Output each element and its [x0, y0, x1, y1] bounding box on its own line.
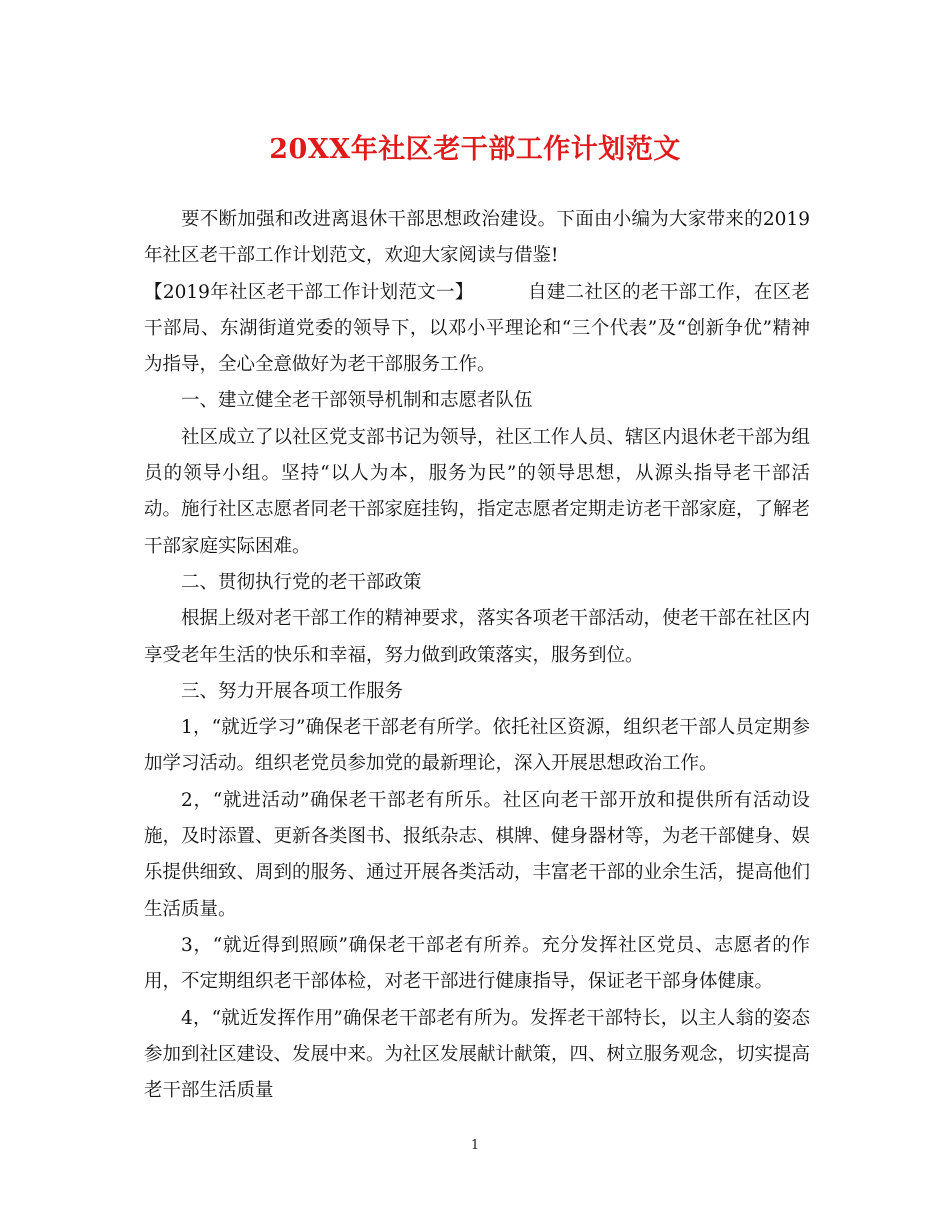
section-label: 【2019年社区老干部工作计划范文一】: [144, 281, 474, 303]
list-item-1: 1，“就近学习”确保老干部老有所学。依托社区资源，组织老干部人员定期参加学习活动。组织老党员参加党的最新理论，深入开展思想政治工作。: [144, 717, 810, 775]
list-item-2: 2，“就进活动”确保老干部老有所乐。社区向老干部开放和提供所有活动设施，及时添置、更新各类图书、报纸杂志、棋牌、健身器材等，为老干部健身、娱乐提供细致、周到的服务、通过开展各类活动，丰富老干部的业余生活，提高他们生活质量。: [144, 789, 811, 920]
heading-2: 二、贯彻执行党的老干部政策: [181, 571, 422, 593]
body-paragraph: 社区成立了以社区党支部书记为领导，社区工作人员、辖区内退休老干部为组员的领导小组。坚持“以人为本，服务为民”的领导思想，从源头指导老干部活动。施行社区志愿者同老干部家庭挂钩，指定志愿者定期走访老干部家庭，了解老干部家庭实际困难。: [144, 426, 811, 557]
intro-paragraph: 要不断加强和改进离退休干部思想政治建设。下面由小编为大家带来的2019年社区老干部工作计划范文，欢迎大家阅读与借鉴!: [144, 209, 810, 267]
document-title: 20XX年社区老干部工作计划范文: [269, 134, 681, 165]
list-item-3: 3，“就近得到照顾”确保老干部老有所养。充分发挥社区党员、志愿者的作用，不定期组织老干部体检，对老干部进行健康指导，保证老干部身体健康。: [144, 934, 810, 993]
section-text: 自建二社区的老干部工作，在区老干部局、东湖街道党委的领导下，以邓小平理论和“三个代表”及“创新争优”精神为指导，全心全意做好为老干部服务工作。: [144, 281, 810, 376]
page-number: 1: [470, 1138, 480, 1153]
heading-3: 三、努力开展各项工作服务: [181, 680, 404, 702]
section-paragraph: [144, 275, 810, 384]
body-paragraph: 根据上级对老干部工作的精神要求，落实各项老干部活动，使老干部在社区内享受老年生活的快乐和幸福，努力做到政策落实，服务到位。: [144, 608, 811, 666]
list-item-4: 4，“就近发挥作用”确保老干部老有所为。发挥老干部特长，以主人翁的姿态参加到社区建设、发展中来。为社区发展献计献策，四、树立服务观念，切实提高老干部生活质量: [144, 1007, 811, 1102]
heading-1: 一、建立健全老干部领导机制和志愿者队伍: [181, 390, 533, 412]
document-body: [144, 202, 810, 1109]
